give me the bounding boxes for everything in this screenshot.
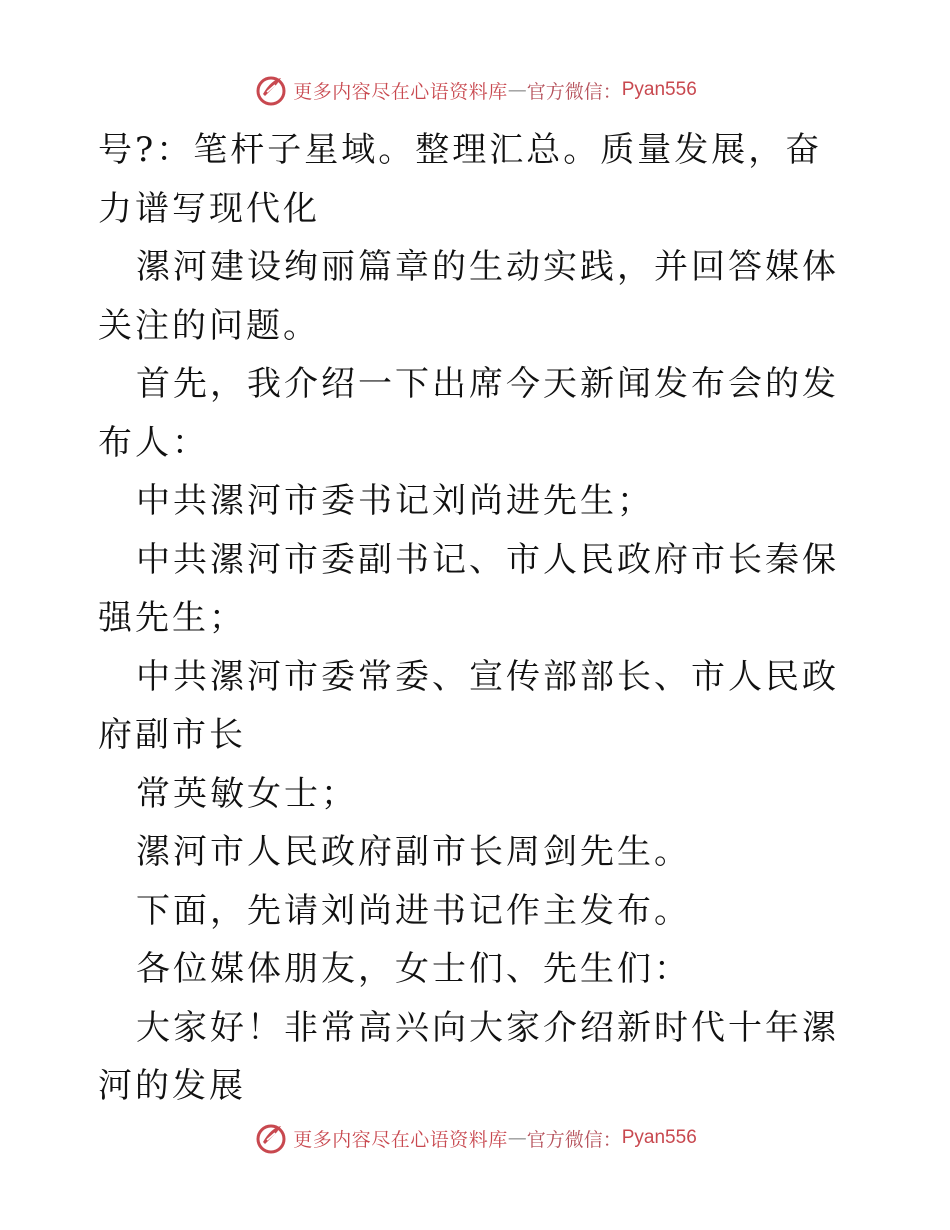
footer-watermark [0, 1118, 950, 1158]
brand-logo-icon [253, 72, 289, 108]
watermark-separator: — [507, 79, 527, 101]
watermark-text: 更多内容尽在心语资料库 [293, 1128, 508, 1151]
watermark-wechat-label: 官方微信： [526, 80, 622, 103]
paragraph: 下面，先请刘尚进书记作主发布。 [136, 890, 691, 931]
paragraph: 各位媒体朋友，女士们、先生们： [136, 949, 691, 989]
paragraph: 漯河建设绚丽篇章的生动实践，并回答媒体关注的问题。 [98, 247, 839, 346]
paragraph: 号?：笔杆子星域。整理汇总。质量发展，奋力谱写现代化 [98, 130, 823, 229]
paragraph: 常英敏女士； [136, 773, 358, 814]
watermark-wechat-id: Pyan556 [621, 1127, 697, 1148]
paragraph: 中共漯河市委副书记、市人民政府市长秦保强先生； [98, 539, 839, 638]
paragraph: 中共漯河市委常委、宣传部部长、市人民政府副市长 [98, 656, 839, 755]
watermark-text: 更多内容尽在心语资料库 [293, 80, 508, 103]
watermark-wechat-id: Pyan556 [621, 79, 697, 100]
paragraph: 漯河市人民政府副市长周剑先生。 [136, 832, 691, 872]
paragraph: 大家好！非常高兴向大家介绍新时代十年漯河的发展 [98, 1007, 839, 1106]
watermark-wechat-label: 官方微信： [526, 1128, 622, 1151]
document-body [98, 121, 858, 1116]
brand-logo-icon [253, 1120, 289, 1156]
paragraph: 中共漯河市委书记刘尚进先生； [136, 481, 654, 521]
watermark-separator: — [507, 1127, 527, 1149]
paragraph: 首先，我介绍一下出席今天新闻发布会的发布人： [98, 364, 839, 463]
header-watermark [0, 70, 950, 110]
